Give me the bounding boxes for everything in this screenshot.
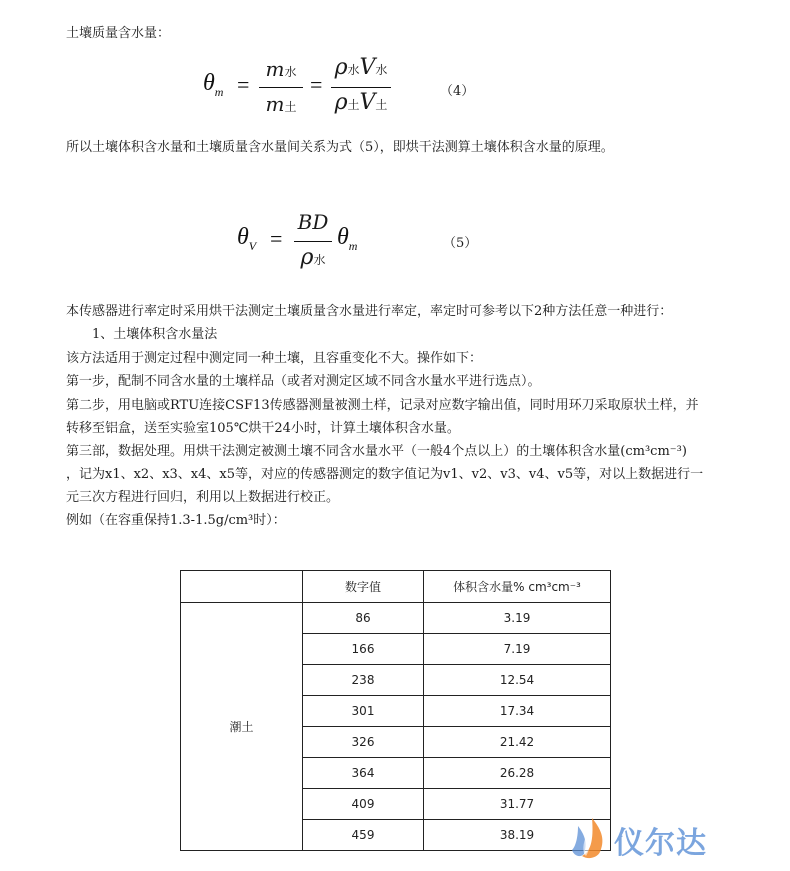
table-row (181, 603, 611, 634)
paragraph-1: 本传感器进行率定时采用烘干法测定土壤质量含水量进行率定，率定时可参考以下2种方法任意一种进行： (66, 304, 673, 319)
water-content-cell: 12.54 (424, 665, 611, 696)
brand-name-text: 仪尔达 (614, 826, 707, 861)
digital-value-cell: 409 (303, 789, 424, 820)
eq4-fraction-bar-1 (259, 87, 303, 88)
eq5-denominator: ρ水 (300, 245, 326, 270)
digital-value-cell: 238 (303, 665, 424, 696)
method-heading: 1、土壤体积含水量法 (66, 327, 218, 342)
example-line: 例如（在容重保持1.3-1.5g/cm³时）： (66, 513, 286, 528)
step-3-line-2: ，记为x1、x2、x3、x4、x5等，对应的传感器测定的数字值记为v1、v2、v3、v4、v5等，对以上数据进行一 (66, 467, 704, 482)
water-content-cell: 26.28 (424, 758, 611, 789)
water-content-cell: 17.34 (424, 696, 611, 727)
digital-value-cell: 86 (303, 603, 424, 634)
eq4-denominator-1: m土 (265, 92, 297, 116)
soil-type-cell: 潮土 (181, 603, 303, 851)
digital-value-cell: 166 (303, 634, 424, 665)
table-header-digital-value: 数字值 (303, 571, 424, 603)
paragraph-2: 该方法适用于测定过程中测定同一种土壤，且容重变化不大。操作如下： (66, 351, 483, 366)
eq5-number: （5） (443, 236, 478, 251)
step-2-line-1: 第二步，用电脑或RTU连接CSF13传感器测量被测土样，记录对应数字输出值，同时用环刀采取原状土样，并 (66, 398, 699, 413)
digital-value-cell: 326 (303, 727, 424, 758)
water-content-cell: 7.19 (424, 634, 611, 665)
calibration-table (180, 570, 611, 851)
eq5-fraction-bar (294, 241, 332, 242)
table-header-volumetric-water: 体积含水量% cm³cm⁻³ (424, 571, 611, 603)
water-content-cell: 21.42 (424, 727, 611, 758)
eq5-rhs: $\theta_m$ (337, 224, 358, 253)
eq4-equals-2: = (310, 72, 323, 97)
step-3-line-1: 第三部，数据处理。用烘干法测定被测土壤不同含水量水平（一般4个点以上）的土壤体积含水量(cm³cm⁻³) (66, 444, 687, 459)
step-3-line-3: 元三次方程进行回归，利用以上数据进行校正。 (66, 490, 340, 505)
eq5-lhs: $\theta_V$ (237, 224, 257, 253)
water-content-cell: 38.19 (424, 820, 611, 851)
eq4-fraction-bar-2 (331, 87, 391, 88)
eq5-equals: = (270, 226, 283, 251)
digital-value-cell: 301 (303, 696, 424, 727)
eq4-denominator-2: ρ土V土 (334, 90, 388, 115)
digital-value-cell: 459 (303, 820, 424, 851)
water-content-cell: 31.77 (424, 789, 611, 820)
eq4-numerator-2: ρ水V水 (334, 55, 388, 80)
eq5-numerator: BD (297, 210, 329, 234)
table-header-row (181, 571, 611, 603)
step-1: 第一步，配制不同含水量的土壤样品（或者对测定区域不同含水量水平进行选点）。 (66, 374, 541, 389)
eq4-number: （4） (440, 84, 475, 99)
eq4-equals-1: = (237, 72, 250, 97)
digital-value-cell: 364 (303, 758, 424, 789)
eq4-lhs: $\theta_m$ (203, 70, 224, 99)
eq4-numerator-1: m水 (265, 57, 297, 81)
intro-text: 土壤质量含水量： (66, 26, 171, 41)
brand-watermark (570, 812, 770, 864)
table-header-empty (181, 571, 303, 603)
water-content-cell: 3.19 (424, 603, 611, 634)
step-2-line-2: 转移至铝盒，送至实验室105℃烘干24小时，计算土壤体积含水量。 (66, 421, 460, 436)
relation-text: 所以土壤体积含水量和土壤质量含水量间关系为式（5），即烘干法测算土壤体积含水量的原理。 (66, 140, 614, 155)
